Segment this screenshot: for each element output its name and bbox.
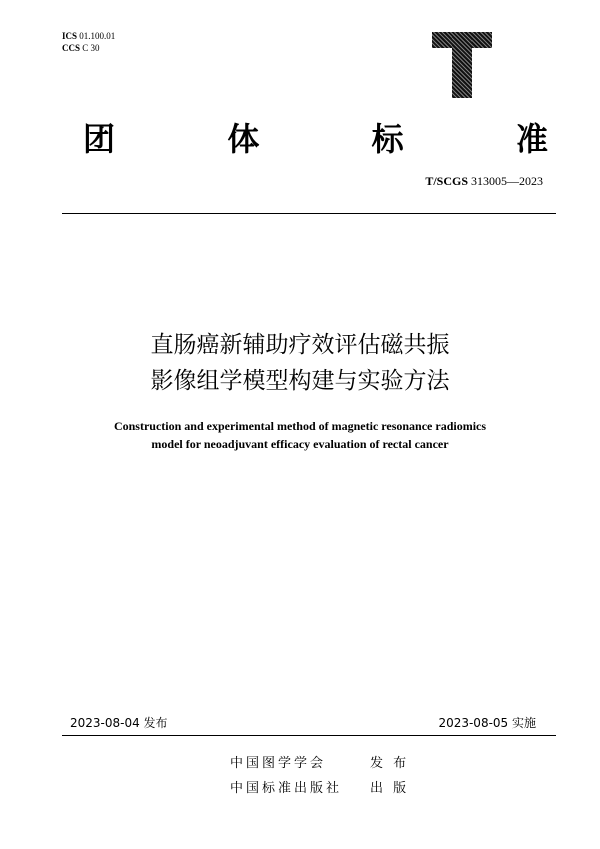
bottom-divider bbox=[62, 735, 556, 736]
publisher-action: 出 版 bbox=[370, 781, 410, 796]
title-en-line-1: Construction and experimental method of magnetic resonance radiomics bbox=[113, 419, 487, 433]
implementation-date: 2023-08-05 实施 bbox=[438, 716, 536, 730]
publisher-org: 中国标准出版社 bbox=[230, 781, 343, 796]
publisher-action: 发 布 bbox=[370, 756, 410, 771]
ccs-label: CCS bbox=[62, 43, 81, 53]
standard-logo-t bbox=[432, 32, 492, 98]
classification-codes bbox=[62, 30, 115, 54]
ccs-code bbox=[62, 42, 115, 54]
ics-value: 01.100.01 bbox=[79, 31, 116, 41]
standard-number-prefix: T/SCGS bbox=[425, 174, 468, 188]
ics-label: ICS bbox=[62, 31, 78, 41]
standard-number bbox=[425, 174, 543, 189]
ccs-value: C 30 bbox=[82, 43, 100, 53]
standard-type-char: 准 bbox=[515, 120, 548, 158]
top-divider bbox=[62, 213, 556, 214]
ics-code bbox=[62, 30, 115, 42]
standard-type-heading bbox=[83, 117, 548, 157]
publisher-org: 中国图学学会 bbox=[230, 756, 327, 771]
issue-date: 2023-08-04 发布 bbox=[70, 716, 168, 730]
standard-type-char: 体 bbox=[227, 120, 260, 158]
title-cn-line-2: 影像组学模型构建与实验方法 bbox=[150, 368, 450, 394]
standard-type-char: 标 bbox=[371, 120, 404, 158]
title-cn-line-1: 直肠癌新辅助疗效评估磁共振 bbox=[150, 332, 450, 358]
standard-number-value: 313005—2023 bbox=[471, 174, 543, 188]
standard-type-char: 团 bbox=[83, 120, 116, 158]
logo-t-stem bbox=[452, 32, 472, 98]
title-en-line-2: model for neoadjuvant efficacy evaluation of rectal cancer bbox=[151, 437, 449, 451]
